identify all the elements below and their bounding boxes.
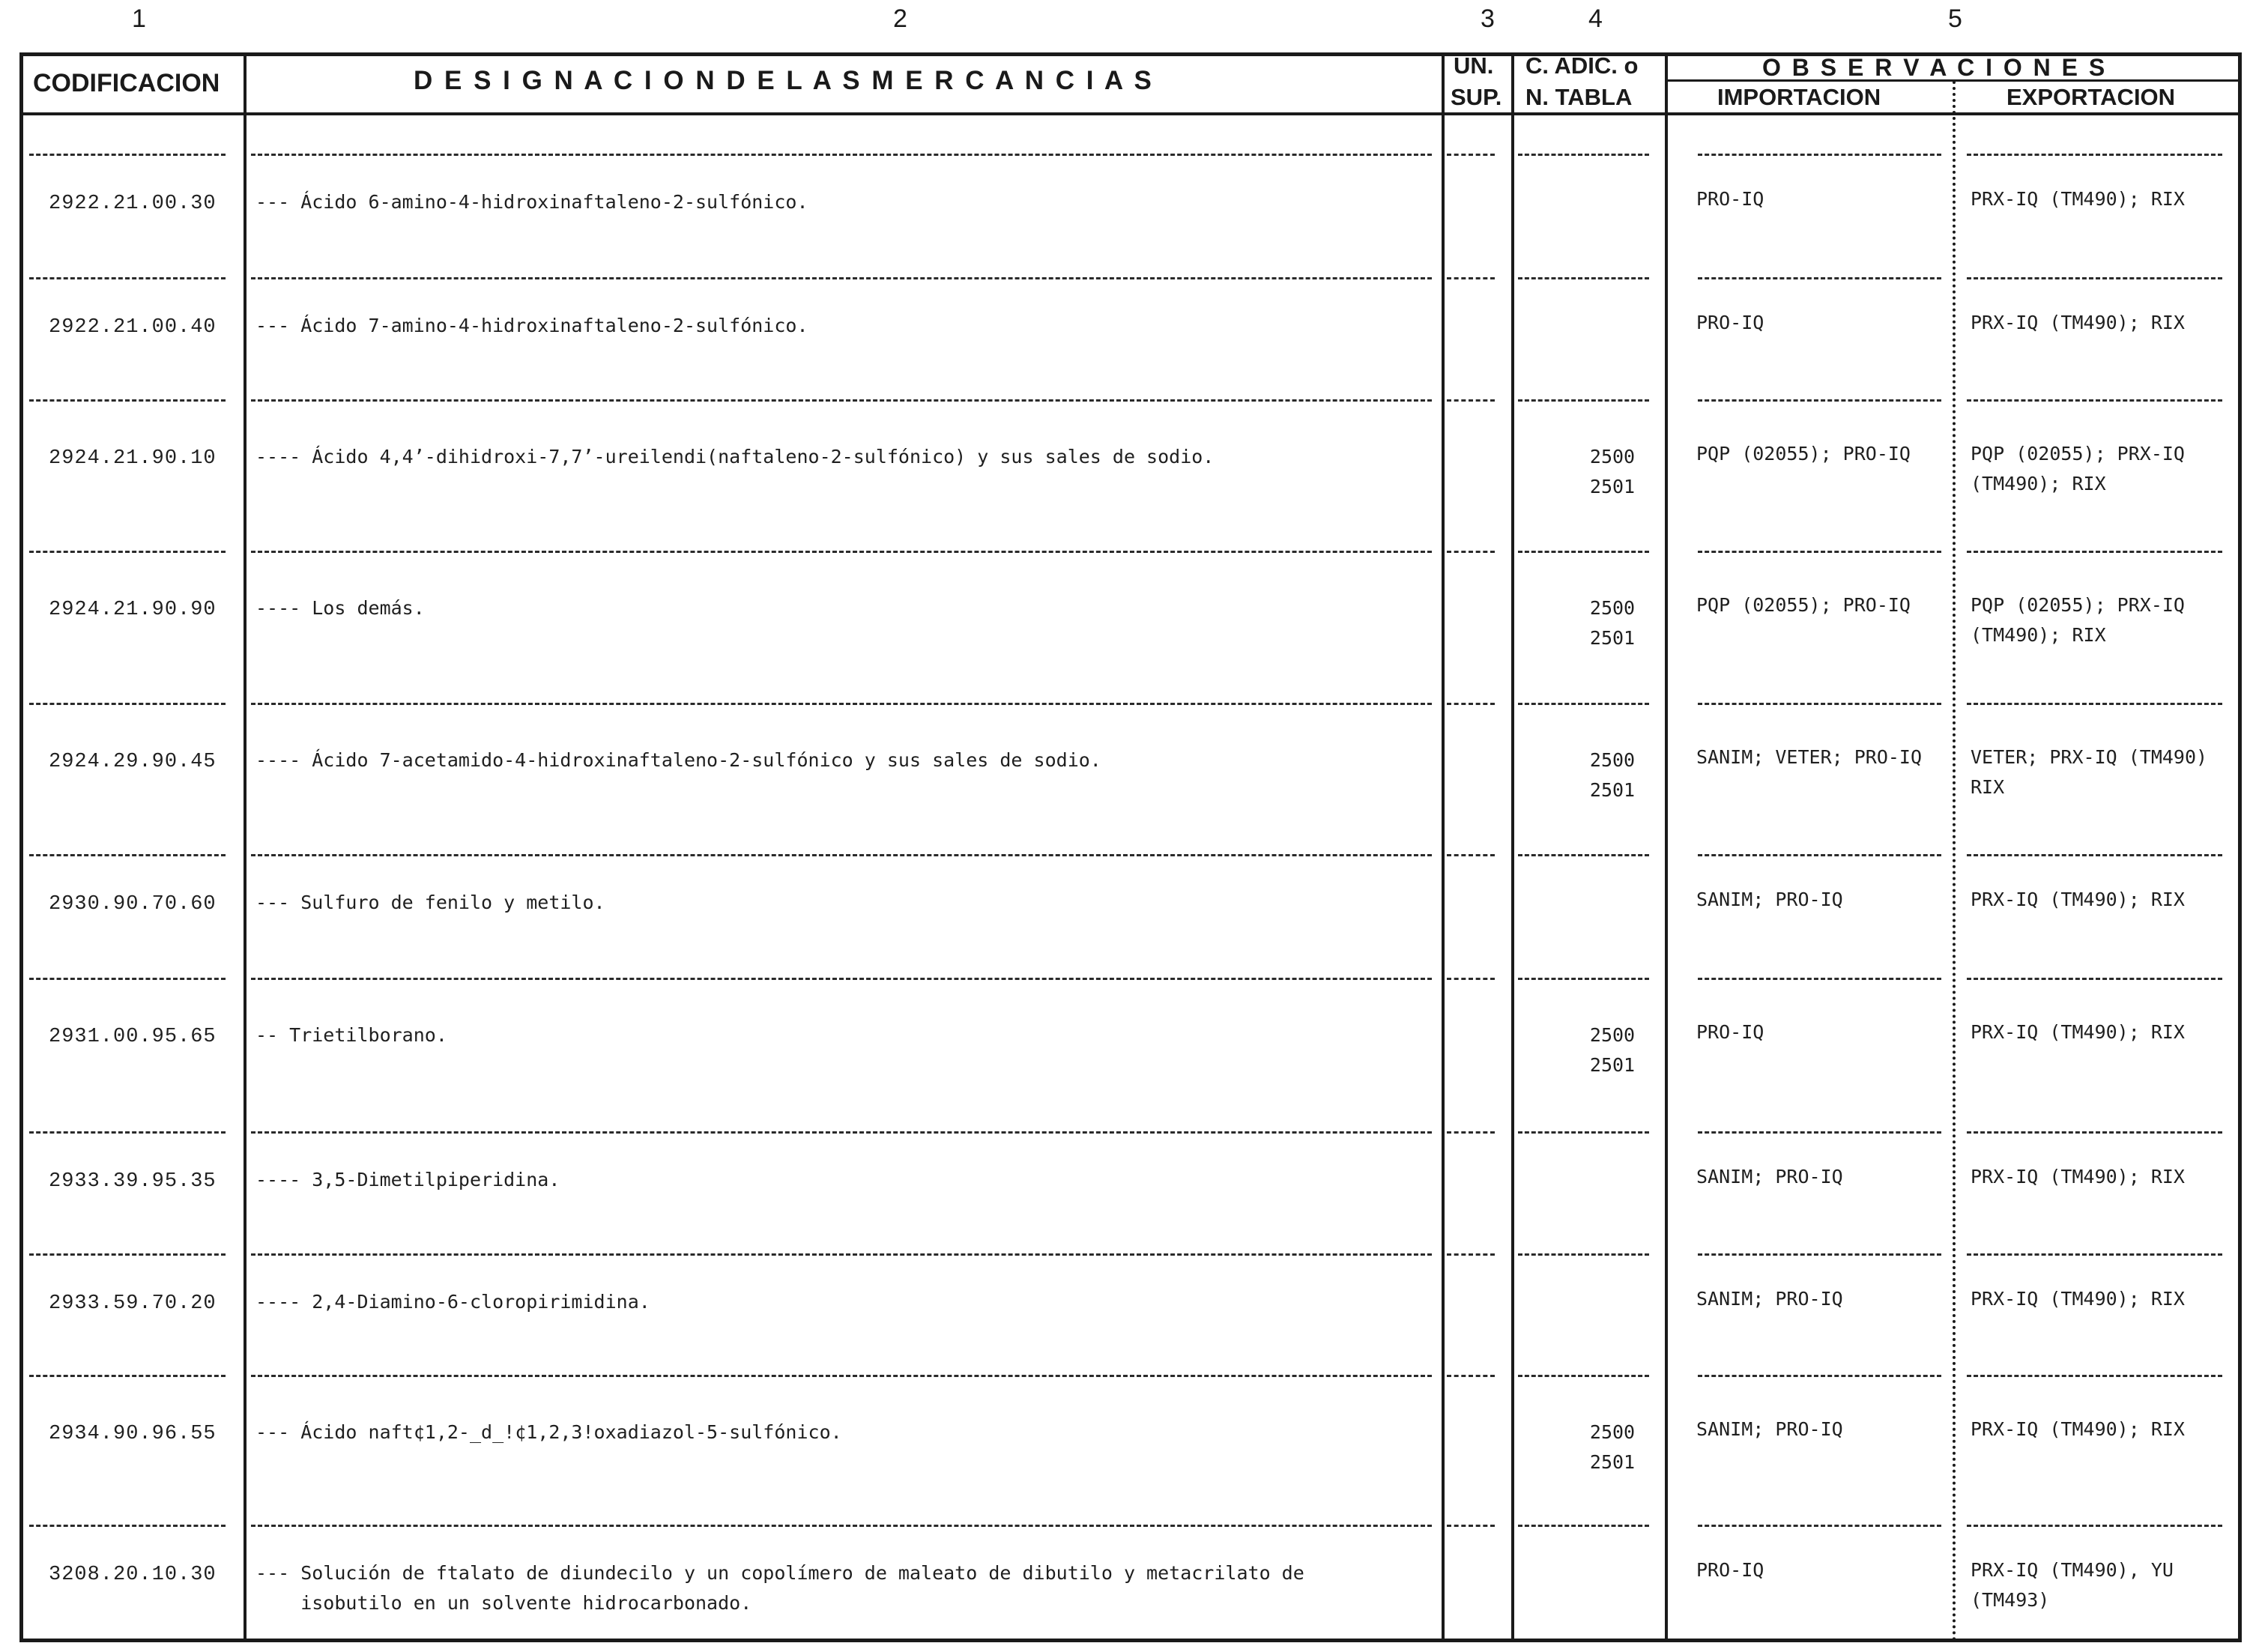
row-description (255, 187, 808, 217)
row-cadic (1564, 1417, 1661, 1477)
row-separator (1447, 1375, 1495, 1377)
table-row (23, 266, 2238, 388)
table-row (23, 1513, 2238, 1637)
text-line: PRO-IQ (1696, 1021, 1764, 1043)
row-separator (251, 854, 1432, 856)
row-description (255, 1020, 447, 1050)
row-separator (1518, 1525, 1649, 1527)
text-line: PRO-IQ (1696, 188, 1764, 210)
observaciones-underline (1668, 79, 2239, 82)
header-exportacion: EXPORTACION (2006, 84, 2176, 110)
row-separator (251, 551, 1432, 553)
text-line: ---- Ácido 4,4’-dihidroxi-7,7’-ureilendi(naftaleno-2-sulfónico) y sus sales de sodio. (255, 446, 1215, 468)
row-separator (1447, 154, 1495, 156)
row-separator (29, 1525, 226, 1527)
row-description (255, 442, 1214, 472)
row-code: 2933.39.95.35 (49, 1170, 217, 1193)
text-line: (TM490); RIX (1971, 473, 2106, 494)
row-separator (29, 978, 226, 980)
text-line: isobutilo en un solvente hidrocarbonado. (255, 1592, 752, 1614)
row-importacion (1696, 1017, 1764, 1047)
text-line: PRX-IQ (TM490); RIX (1971, 312, 2185, 333)
row-separator (1698, 703, 1941, 705)
row-cadic (1564, 442, 1661, 502)
row-separator (1967, 978, 2222, 980)
row-separator (29, 277, 226, 279)
text-line: -- Trietilborano. (255, 1024, 447, 1046)
header-sup: SUP. (1451, 84, 1502, 110)
row-separator (1967, 1525, 2222, 1527)
row-separator (1447, 1253, 1495, 1256)
row-exportacion (1971, 1017, 2185, 1047)
row-cadic (1564, 593, 1661, 653)
text-line: PRO-IQ (1696, 1559, 1764, 1581)
header-codificacion: CODIFICACION (33, 69, 220, 97)
column-number-1: 1 (132, 4, 146, 33)
row-exportacion (1971, 1162, 2185, 1192)
row-exportacion (1971, 742, 2207, 802)
row-separator (29, 703, 226, 705)
row-code: 2922.21.00.40 (49, 316, 217, 339)
table-row (23, 843, 2238, 966)
row-separator (1698, 854, 1941, 856)
row-separator (1518, 277, 1649, 279)
row-code: 2933.59.70.20 (49, 1292, 217, 1315)
text-line: --- Ácido 7-amino-4-hidroxinaftaleno-2-sulfónico. (255, 315, 808, 336)
row-separator (29, 154, 226, 156)
text-line: PRO-IQ (1696, 312, 1764, 333)
text-line: 2501 (1589, 779, 1636, 801)
row-separator (1967, 854, 2222, 856)
row-separator (1447, 978, 1495, 980)
column-number-5: 5 (1948, 4, 1962, 33)
table-row (23, 539, 2238, 692)
row-importacion (1696, 1162, 1843, 1192)
row-separator (251, 1375, 1432, 1377)
row-separator (251, 154, 1432, 156)
header-bottom-rule (23, 112, 2238, 115)
row-separator (1698, 978, 1941, 980)
row-code: 3208.20.10.30 (49, 1564, 217, 1586)
text-line: VETER; PRX-IQ (TM490) (1971, 746, 2208, 768)
row-separator (1698, 1131, 1941, 1134)
row-separator (29, 1375, 226, 1377)
row-separator (1447, 703, 1495, 705)
row-code: 2930.90.70.60 (49, 893, 217, 916)
text-line: SANIM; PRO-IQ (1696, 1418, 1843, 1440)
row-separator (1698, 1375, 1941, 1377)
text-line: 2501 (1589, 1451, 1636, 1473)
text-line: ---- Los demás. (255, 597, 425, 619)
row-separator (1518, 1253, 1649, 1256)
row-separator (251, 1253, 1432, 1256)
row-code: 2934.90.96.55 (49, 1423, 217, 1445)
text-line: 2501 (1589, 476, 1636, 497)
text-line: PRX-IQ (TM490); RIX (1971, 1166, 2185, 1187)
row-separator (1967, 551, 2222, 553)
table-row (23, 966, 2238, 1120)
row-separator (29, 1253, 226, 1256)
row-separator (29, 551, 226, 553)
row-exportacion (1971, 184, 2185, 214)
text-line: --- Solución de ftalato de diundecilo y un copolímero de maleato de dibutilo y metacrilato de (255, 1562, 1304, 1584)
row-code: 2924.29.90.45 (49, 751, 217, 773)
column-number-3: 3 (1481, 4, 1495, 33)
text-line: 2501 (1589, 627, 1636, 649)
text-line: PRX-IQ (TM490), YU (1971, 1559, 2174, 1581)
row-separator (1447, 277, 1495, 279)
text-line: --- Ácido naft¢1,2-_d_!¢1,2,3!oxadiazol-5-sulfónico. (255, 1421, 842, 1443)
row-importacion (1696, 439, 1911, 469)
text-line: (TM490); RIX (1971, 624, 2106, 646)
row-exportacion (1971, 590, 2185, 650)
text-line: (TM493) (1971, 1589, 2050, 1611)
header-observaciones: O B S E R V A C I O N E S (1762, 54, 2108, 81)
text-line: --- Sulfuro de fenilo y metilo. (255, 892, 605, 913)
row-separator (1518, 854, 1649, 856)
row-code: 2924.21.90.10 (49, 447, 217, 470)
row-importacion (1696, 1284, 1843, 1314)
text-line: 2500 (1589, 1024, 1636, 1046)
row-separator (29, 399, 226, 402)
text-line: 2500 (1589, 446, 1636, 468)
text-line: --- Ácido 6-amino-4-hidroxinaftaleno-2-sulfónico. (255, 191, 808, 213)
row-cadic (1564, 745, 1661, 805)
row-importacion (1696, 184, 1764, 214)
row-importacion (1696, 1555, 1764, 1585)
row-separator (251, 703, 1432, 705)
row-separator (1447, 551, 1495, 553)
text-line: ---- 3,5-Dimetilpiperidina. (255, 1169, 560, 1190)
row-separator (1518, 1131, 1649, 1134)
row-separator (1447, 1131, 1495, 1134)
row-importacion (1696, 885, 1843, 915)
table-row (23, 388, 2238, 539)
row-separator (1447, 1525, 1495, 1527)
text-line: PQP (02055); PRX-IQ (1971, 594, 2185, 616)
text-line: PRX-IQ (TM490); RIX (1971, 889, 2185, 910)
header-designacion: D E S I G N A C I O N D E L A S M E R C A N C I A S (414, 66, 1154, 95)
row-separator (1967, 703, 2222, 705)
row-separator (1447, 854, 1495, 856)
row-importacion (1696, 308, 1764, 338)
text-line: PQP (02055); PRX-IQ (1971, 443, 2185, 465)
text-line: 2500 (1589, 749, 1636, 771)
table-row (23, 1364, 2238, 1513)
text-line: SANIM; PRO-IQ (1696, 1288, 1843, 1310)
text-line: 2500 (1589, 597, 1636, 619)
text-line: 2500 (1589, 1421, 1636, 1443)
row-separator (1518, 154, 1649, 156)
row-code: 2931.00.95.65 (49, 1026, 217, 1048)
text-line: PRX-IQ (TM490); RIX (1971, 1021, 2185, 1043)
row-separator (1518, 703, 1649, 705)
text-line: PQP (02055); PRO-IQ (1696, 594, 1911, 616)
row-importacion (1696, 742, 1922, 772)
table-row (23, 1242, 2238, 1364)
row-separator (1698, 1253, 1941, 1256)
row-importacion (1696, 1415, 1843, 1444)
row-separator (1967, 277, 2222, 279)
table-row (23, 692, 2238, 843)
text-line: PQP (02055); PRO-IQ (1696, 443, 1911, 465)
text-line: PRX-IQ (TM490); RIX (1971, 1418, 2185, 1440)
row-cadic (1564, 1020, 1661, 1080)
row-description (255, 888, 605, 918)
text-line: 2501 (1589, 1054, 1636, 1076)
row-separator (1698, 154, 1941, 156)
row-description (255, 1558, 1304, 1618)
row-exportacion (1971, 885, 2185, 915)
text-line: SANIM; PRO-IQ (1696, 1166, 1843, 1187)
row-separator (1698, 1525, 1941, 1527)
row-separator (1698, 277, 1941, 279)
table-row (23, 142, 2238, 266)
row-description (255, 1165, 560, 1195)
row-separator (1967, 1375, 2222, 1377)
row-description (255, 311, 808, 341)
row-separator (1698, 551, 1941, 553)
row-exportacion (1971, 1415, 2185, 1444)
row-separator (29, 854, 226, 856)
row-description (255, 593, 425, 623)
row-separator (1698, 399, 1941, 402)
row-description (255, 1417, 842, 1447)
row-separator (251, 399, 1432, 402)
row-separator (1967, 1253, 2222, 1256)
header-cadic: C. ADIC. o (1525, 52, 1639, 79)
row-description (255, 1287, 650, 1317)
table-row (23, 1120, 2238, 1242)
text-line: SANIM; VETER; PRO-IQ (1696, 746, 1923, 768)
row-separator (1518, 1375, 1649, 1377)
header-un: UN. (1454, 52, 1494, 79)
row-separator (29, 1131, 226, 1134)
row-separator (1967, 399, 2222, 402)
row-code: 2924.21.90.90 (49, 599, 217, 621)
row-importacion (1696, 590, 1911, 620)
text-line: PRX-IQ (TM490); RIX (1971, 1288, 2185, 1310)
row-separator (1518, 399, 1649, 402)
text-line: PRX-IQ (TM490); RIX (1971, 188, 2185, 210)
text-line: SANIM; PRO-IQ (1696, 889, 1843, 910)
row-separator (1967, 1131, 2222, 1134)
text-line: ---- 2,4-Diamino-6-cloropirimidina. (255, 1291, 650, 1313)
row-exportacion (1971, 1555, 2174, 1615)
row-separator (251, 1525, 1432, 1527)
row-separator (1518, 978, 1649, 980)
column-number-4: 4 (1588, 4, 1603, 33)
row-separator (251, 1131, 1432, 1134)
row-separator (251, 277, 1432, 279)
row-exportacion (1971, 308, 2185, 338)
row-separator (1447, 399, 1495, 402)
header-importacion: IMPORTACION (1717, 84, 1881, 110)
row-separator (251, 978, 1432, 980)
row-code: 2922.21.00.30 (49, 193, 217, 215)
row-description (255, 745, 1101, 775)
row-exportacion (1971, 1284, 2185, 1314)
text-line: ---- Ácido 7-acetamido-4-hidroxinaftaleno-2-sulfónico y sus sales de sodio. (255, 749, 1101, 771)
text-line: RIX (1971, 776, 2005, 798)
row-separator (1518, 551, 1649, 553)
row-separator (1967, 154, 2222, 156)
header-ntabla: N. TABLA (1525, 84, 1633, 110)
row-exportacion (1971, 439, 2185, 499)
column-number-2: 2 (893, 4, 907, 33)
